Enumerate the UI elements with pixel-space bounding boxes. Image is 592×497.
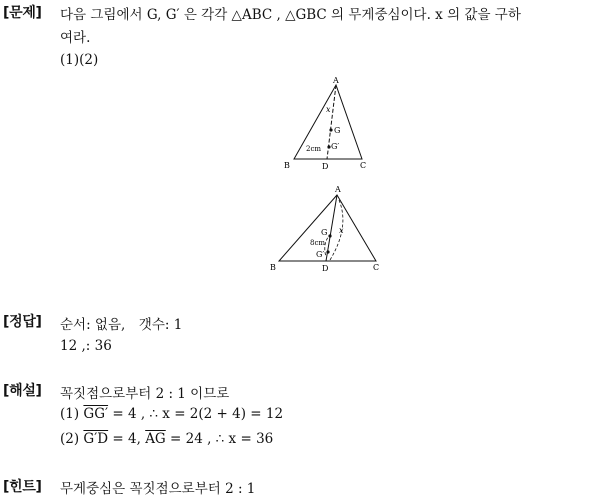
label-c: C	[373, 263, 380, 272]
label-d: D	[322, 162, 329, 171]
answer-line2: 12 ,: 36	[60, 338, 112, 354]
answer-line1: 순서: 없음, 갯수: 1	[60, 317, 183, 333]
solution-tag: [해설]	[3, 383, 42, 399]
label-length: 8cm	[310, 239, 326, 247]
problem-text-line1: 다음 그림에서 G, G′ 은 각각 △ABC , △GBC 의 무게중심이다. x 의 값을 구하	[60, 7, 521, 23]
label-b: B	[270, 263, 276, 272]
point-g	[328, 234, 331, 237]
problem-text-line2: 여라.	[60, 30, 91, 46]
triangle-figure-2	[266, 182, 388, 276]
label-length: 2cm	[306, 145, 322, 153]
point-g	[329, 128, 332, 131]
label-x: x	[326, 105, 331, 114]
solution-line1: 꼭짓점으로부터 2 : 1 이므로	[60, 386, 230, 402]
label-a: A	[333, 76, 339, 85]
label-d: D	[322, 264, 329, 273]
hint-line1: 무게중심은 꼭짓점으로부터 2 : 1	[60, 481, 256, 497]
segment-ag: $\overline{AG}$	[145, 431, 166, 447]
label-x: x	[339, 226, 344, 235]
triangle-figure-1	[278, 72, 378, 176]
label-b: B	[284, 161, 290, 170]
hint-tag: [힌트]	[3, 479, 42, 495]
point-g-prime	[326, 250, 329, 253]
solution-line2: (1) GG′ = 4 , ∴ x = 2(2 + 4) = 12	[60, 406, 284, 422]
problem-tag: [문제]	[3, 5, 42, 21]
label-g-prime: G′	[316, 250, 325, 259]
problem-subparts: (1)(2)	[60, 52, 99, 68]
solution-line3: (2) G′D = 4, $\overline{AG} = 24$ , ∴ x = 36	[60, 431, 274, 447]
label-g: G	[334, 126, 341, 135]
segment-g-prime-d: G′D	[83, 431, 109, 447]
label-g: G	[321, 228, 328, 237]
label-g-prime: G′	[331, 142, 340, 151]
segment-gg-prime: GG′	[83, 406, 109, 422]
label-a: A	[335, 185, 341, 194]
answer-tag: [정답]	[3, 314, 42, 330]
label-c: C	[360, 161, 367, 170]
